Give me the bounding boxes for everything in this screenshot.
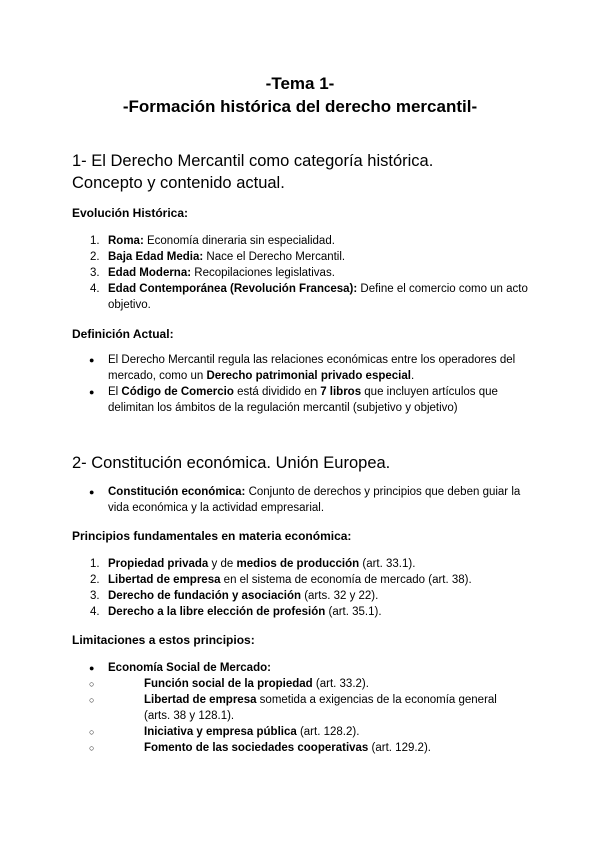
evolucion-heading: Evolución Histórica:	[72, 206, 189, 220]
list-number: 2.	[90, 574, 100, 586]
list-number: 3.	[90, 267, 100, 279]
list-item	[72, 740, 504, 756]
item-term: Código de Comercio	[121, 386, 234, 398]
list-number: 3.	[90, 590, 100, 602]
circle-bullet-icon: ○	[89, 727, 95, 737]
list-item	[72, 588, 528, 604]
principios-list	[72, 556, 528, 620]
list-number: 2.	[90, 251, 100, 263]
item-term: Derecho patrimonial privado especial	[206, 370, 411, 382]
item-text: (art. 128.2).	[296, 726, 360, 738]
list-item	[72, 249, 528, 265]
list-item	[72, 384, 528, 416]
item-text: que incluyen artículos que delimitan los ámbitos de la regulación mercantil (subjetivo y objetivo)	[108, 386, 498, 414]
item-term: 7 libros	[320, 386, 362, 398]
circle-bullet-icon: ○	[89, 695, 95, 705]
list-item	[72, 724, 504, 740]
list-item	[72, 233, 528, 249]
item-term: Economía Social de Mercado:	[108, 662, 271, 674]
item-term: Edad Contemporánea (Revolución Francesa):	[108, 283, 358, 295]
item-text: Conjunto de derechos y principios que deben guiar la vida económica y la actividad empresarial.	[108, 486, 521, 514]
section2-heading: 2- Constitución económica. Unión Europea.	[72, 454, 391, 472]
item-term: Libertad de empresa	[108, 574, 221, 586]
list-item	[72, 265, 528, 281]
item-term: Roma:	[108, 235, 144, 247]
item-text: (arts. 32 y 22).	[301, 590, 379, 602]
bullet-icon: ●	[89, 387, 95, 397]
list-item	[72, 692, 504, 724]
item-term: Libertad de empresa	[144, 694, 257, 706]
section1-heading-line2: Concepto y contenido actual.	[72, 174, 285, 192]
item-text: (art. 129.2).	[368, 742, 431, 754]
item-text: (art. 33.2).	[312, 678, 369, 690]
item-text: .	[410, 370, 415, 382]
list-item	[72, 352, 528, 384]
item-text: Define el comercio como un acto objetivo.	[108, 283, 528, 311]
list-number: 4.	[90, 283, 100, 295]
definicion-heading: Definición Actual:	[72, 327, 174, 341]
item-term: Fomento de las sociedades cooperativas	[144, 742, 369, 754]
item-term: Baja Edad Media:	[108, 251, 204, 263]
item-term: Derecho a la libre elección de profesión	[108, 606, 326, 618]
list-item	[72, 484, 528, 516]
list-number: 1.	[90, 558, 100, 570]
item-text: y de	[208, 558, 237, 570]
item-text: Nace el Derecho Mercantil.	[203, 251, 346, 263]
item-text: está dividido en	[233, 386, 321, 398]
item-text: El	[108, 386, 122, 398]
limitaciones-list	[72, 660, 528, 756]
document-title-line2: -Formación histórica del derecho mercantil-	[122, 97, 478, 116]
constitucion-list	[72, 484, 528, 516]
item-text: (art. 35.1).	[325, 606, 382, 618]
limitaciones-heading: Limitaciones a estos principios:	[72, 633, 255, 647]
document-title-line1: -Tema 1-	[265, 74, 335, 93]
item-term: Propiedad privada	[108, 558, 209, 570]
item-term: medios de producción	[236, 558, 360, 570]
item-text: en el sistema de economía de mercado (art. 38).	[220, 574, 472, 586]
limitaciones-sublist	[89, 676, 528, 756]
list-item	[72, 660, 528, 756]
item-term: Edad Moderna:	[108, 267, 192, 279]
list-number: 4.	[90, 606, 100, 618]
item-text: sometida a exigencias de la economía general (arts. 38 y 128.1).	[144, 694, 497, 722]
bullet-icon: ●	[89, 663, 95, 673]
item-text: (art. 33.1).	[359, 558, 416, 570]
item-term: Derecho de fundación y asociación	[108, 590, 301, 602]
item-term: Constitución económica:	[108, 486, 246, 498]
item-text: El Derecho Mercantil regula las relaciones económicas entre los operadores del mercado, como un	[108, 354, 516, 382]
section1-heading-line1: 1- El Derecho Mercantil como categoría histórica.	[72, 152, 434, 170]
definicion-list	[72, 352, 528, 416]
list-item	[72, 604, 528, 620]
item-term: Función social de la propiedad	[144, 678, 313, 690]
bullet-icon: ●	[89, 487, 95, 497]
list-item	[72, 556, 528, 572]
circle-bullet-icon: ○	[89, 743, 95, 753]
item-text: Economía dineraria sin especialidad.	[143, 235, 335, 247]
bullet-icon: ●	[89, 355, 95, 365]
section1-heading	[72, 150, 542, 194]
list-item	[72, 281, 528, 313]
list-item	[72, 572, 528, 588]
list-number: 1.	[90, 235, 100, 247]
item-term: Iniciativa y empresa pública	[144, 726, 297, 738]
item-text: Recopilaciones legislativas.	[191, 267, 335, 279]
circle-bullet-icon: ○	[89, 679, 95, 689]
list-item	[72, 676, 504, 692]
principios-heading: Principios fundamentales en materia económica:	[72, 529, 352, 543]
evolucion-list	[72, 233, 528, 313]
